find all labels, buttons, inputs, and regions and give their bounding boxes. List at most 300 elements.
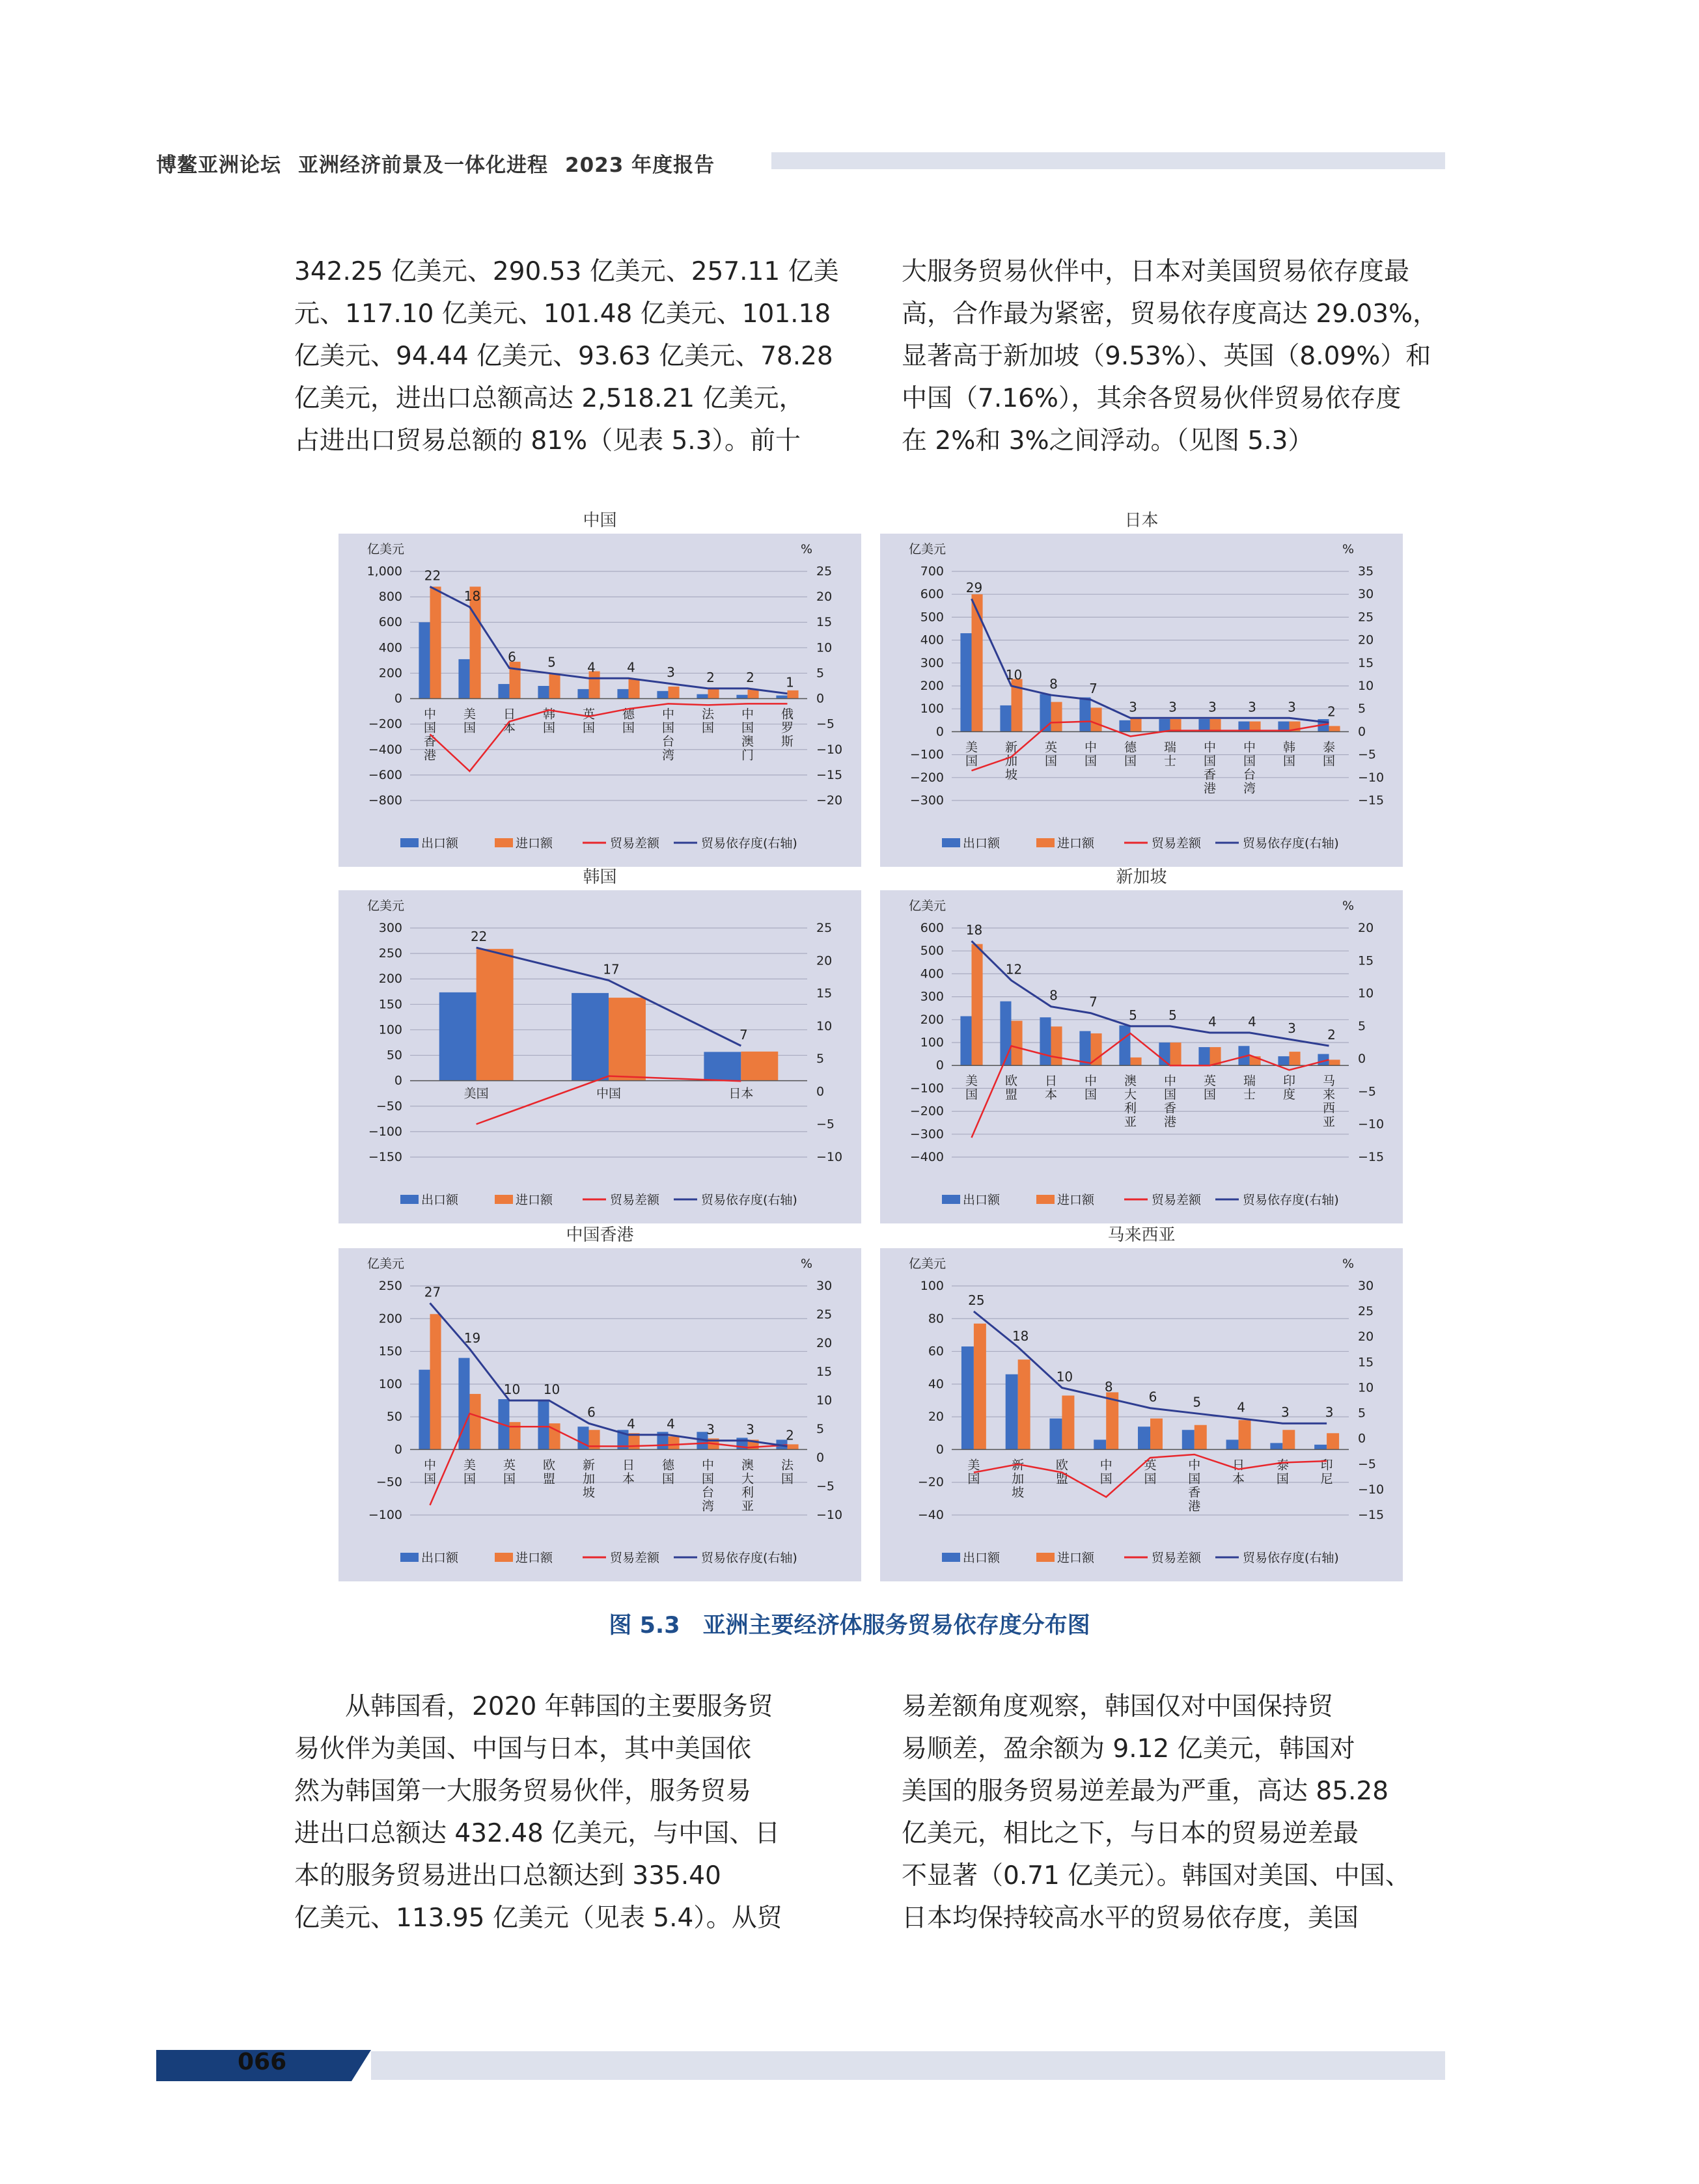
x-tick-label: 印度 <box>1282 1074 1296 1102</box>
export-bar <box>1040 694 1051 731</box>
import-bar <box>470 1394 481 1449</box>
chart-panel <box>338 1248 861 1581</box>
x-tick-label: 英国 <box>1044 740 1058 769</box>
x-tick-label: 印尼 <box>1320 1458 1333 1486</box>
top-right-column <box>902 251 1450 462</box>
text-line: 中国（7.16%），其余各贸易伙伴贸易依存度 <box>902 384 1402 413</box>
y-tick-label: 0 <box>935 1058 944 1073</box>
export-bar <box>1000 705 1011 731</box>
y2-tick-label: 20 <box>1358 633 1374 648</box>
y2-tick-label: 0 <box>1358 1052 1366 1067</box>
import-bar <box>1290 1052 1301 1065</box>
y-tick-label: 300 <box>920 655 944 670</box>
x-tick-label: 泰国 <box>1322 740 1336 769</box>
x-tick-label: 中国台湾 <box>661 707 675 763</box>
y-tick-label: −200 <box>909 770 944 785</box>
y2-tick-label: −10 <box>816 1150 843 1164</box>
legend-label-import: 进口额 <box>516 836 553 851</box>
x-tick-label: 德国 <box>661 1458 675 1486</box>
chart-title: 新加坡 <box>1116 867 1167 887</box>
data-label: 4 <box>1237 1399 1245 1415</box>
x-tick-label: 中国香港 <box>1203 740 1217 796</box>
chart-title: 韩国 <box>583 867 617 887</box>
y2-tick-label: −10 <box>816 1508 843 1522</box>
text-line: 大服务贸易伙伴中，日本对美国贸易依存度最 <box>902 257 1410 286</box>
import-bar <box>788 1444 799 1449</box>
import-bar <box>1329 1059 1340 1065</box>
legend-swatch-import <box>495 1195 513 1204</box>
legend-swatch-export <box>400 1195 419 1204</box>
data-label: 3 <box>1325 1404 1334 1421</box>
export-bar <box>617 689 628 699</box>
data-label: 10 <box>543 1382 560 1397</box>
chart-singapore <box>880 864 1403 1223</box>
x-tick-label: 澳大利亚 <box>741 1458 754 1514</box>
y-tick-label: 50 <box>386 1410 402 1425</box>
x-tick-label: 美国 <box>965 740 978 769</box>
text-line: 亿美元，相比之下，与日本的贸易逆差最 <box>902 1819 1359 1848</box>
x-tick-label: 法国 <box>701 707 715 735</box>
x-tick-label: 中国香港 <box>1188 1458 1201 1514</box>
text-line: 本的服务贸易进出口总额达到 335.40 <box>294 1861 721 1891</box>
y-tick-label: 400 <box>920 633 944 648</box>
y2-tick-label: 5 <box>816 666 825 681</box>
y-tick-label: 100 <box>378 1022 402 1037</box>
data-label: 10 <box>1056 1369 1073 1385</box>
y-tick-label: 700 <box>920 564 944 579</box>
data-label: 6 <box>508 649 516 665</box>
data-label: 5 <box>1129 1007 1137 1023</box>
data-label: 17 <box>603 961 620 977</box>
legend-label-balance: 贸易差额 <box>610 836 660 851</box>
y2-tick-label: 0 <box>1358 1431 1366 1446</box>
dependency-line <box>430 586 788 693</box>
x-tick-label: 美国 <box>463 1086 489 1101</box>
y2-tick-label: 30 <box>1358 1279 1374 1293</box>
legend-swatch-export <box>942 838 960 847</box>
x-tick-label: 欧盟 <box>1055 1458 1068 1486</box>
y2-axis-label: % <box>1342 542 1355 556</box>
data-label: 4 <box>627 659 635 676</box>
y2-axis-label: % <box>1342 899 1355 913</box>
legend-swatch-export <box>400 838 419 847</box>
legend-label-balance: 贸易差额 <box>1152 1193 1202 1207</box>
y2-axis-label: % <box>1342 1257 1355 1271</box>
y-tick-label: −600 <box>368 767 402 782</box>
export-bar <box>1119 720 1130 732</box>
y-tick-label: −100 <box>909 1081 944 1096</box>
legend-label-import: 进口额 <box>516 1193 553 1207</box>
y-tick-label: 100 <box>920 1035 944 1050</box>
text-line: 易伙伴为美国、中国与日本，其中美国依 <box>294 1734 752 1764</box>
data-label: 5 <box>1193 1394 1202 1410</box>
import-bar <box>1091 1033 1102 1065</box>
y2-tick-label: 25 <box>1358 1304 1374 1319</box>
legend-swatch-import <box>495 838 513 847</box>
y2-tick-label: −5 <box>816 1117 835 1132</box>
import-bar <box>748 690 759 699</box>
data-label: 10 <box>503 1382 521 1397</box>
export-bar <box>577 689 588 699</box>
y2-tick-label: 35 <box>1358 564 1374 579</box>
bottom-left-column <box>294 1686 840 1939</box>
x-tick-label: 日本 <box>503 707 516 735</box>
import-bar <box>669 687 680 699</box>
balance-line <box>430 1413 788 1505</box>
chart-china <box>338 508 861 867</box>
y2-tick-label: 25 <box>816 921 833 935</box>
y-tick-label: 0 <box>935 724 944 739</box>
x-tick-label: 欧盟 <box>1004 1074 1018 1102</box>
export-bar <box>1159 1043 1170 1065</box>
y2-tick-label: 20 <box>816 1336 833 1350</box>
export-bar <box>1278 1056 1289 1065</box>
chart-hongkong <box>338 1222 861 1581</box>
y2-tick-label: 30 <box>816 1279 833 1293</box>
export-bar <box>704 1052 741 1080</box>
export-bar <box>498 684 509 698</box>
y-tick-label: 250 <box>378 1279 402 1293</box>
import-bar <box>477 949 514 1081</box>
chart-panel <box>880 1248 1403 1581</box>
y-tick-label: 800 <box>378 590 402 605</box>
import-bar <box>430 586 441 698</box>
header-year: 2023 年度报告 <box>565 154 715 177</box>
legend-swatch-export <box>942 1553 960 1562</box>
y2-tick-label: 0 <box>1358 724 1366 739</box>
export-bar <box>961 1346 974 1449</box>
data-label: 29 <box>965 580 983 596</box>
legend-label-dependency: 贸易依存度(右轴) <box>701 1193 797 1207</box>
chart-panel <box>338 890 861 1223</box>
header-report: 亚洲经济前景及一体化进程 <box>298 154 548 177</box>
legend-swatch-import <box>1036 1195 1055 1204</box>
y2-tick-label: −5 <box>816 1479 835 1494</box>
data-label: 8 <box>1049 676 1058 692</box>
text-line: 亿美元、94.44 亿美元、93.63 亿美元、78.28 <box>294 342 833 371</box>
import-bar <box>1195 1425 1207 1450</box>
chart-panel <box>880 890 1403 1223</box>
text-line: 美国的服务贸易逆差最为严重，高达 85.28 <box>902 1777 1389 1806</box>
y-tick-label: 200 <box>378 666 402 681</box>
x-tick-label: 澳大利亚 <box>1124 1074 1137 1130</box>
x-tick-label: 泰国 <box>1276 1458 1289 1486</box>
y2-tick-label: −15 <box>1358 1508 1385 1522</box>
import-bar <box>741 1052 778 1081</box>
legend-label-dependency: 贸易依存度(右轴) <box>1243 1551 1339 1565</box>
x-tick-label: 中国香港 <box>1163 1074 1177 1130</box>
data-label: 8 <box>1049 987 1058 1003</box>
data-label: 7 <box>1089 681 1098 697</box>
x-tick-label: 新加坡 <box>1004 740 1018 782</box>
data-label: 7 <box>739 1027 748 1043</box>
y-tick-label: −50 <box>376 1475 402 1490</box>
legend-swatch-import <box>495 1553 513 1562</box>
data-label: 2 <box>786 1427 794 1443</box>
import-bar <box>510 662 521 699</box>
chart-korea <box>338 864 861 1223</box>
export-bar <box>1094 1440 1106 1449</box>
x-tick-label: 欧盟 <box>542 1458 556 1486</box>
legend-label-balance: 贸易差额 <box>610 1551 660 1565</box>
legend-swatch-import <box>1036 1553 1055 1562</box>
header-org: 博鳌亚洲论坛 <box>156 154 281 177</box>
x-tick-label: 中国香港 <box>423 707 437 763</box>
x-tick-label: 日本 <box>622 1458 635 1486</box>
y-axis-label: 亿美元 <box>909 542 946 556</box>
data-label: 6 <box>1148 1389 1157 1405</box>
export-bar <box>1198 1047 1209 1065</box>
export-bar <box>657 691 668 699</box>
x-tick-label: 瑞士 <box>1243 1074 1256 1102</box>
export-bar <box>1182 1430 1195 1449</box>
y-tick-label: 150 <box>378 997 402 1012</box>
y2-tick-label: 10 <box>816 1393 833 1408</box>
x-tick-label: 英国 <box>503 1458 516 1486</box>
x-tick-label: 中国台湾 <box>1243 740 1256 796</box>
y2-tick-label: 15 <box>816 615 833 630</box>
y-tick-label: 0 <box>394 1442 402 1457</box>
export-bar <box>439 992 477 1081</box>
y2-tick-label: 0 <box>816 691 825 706</box>
legend-label-dependency: 贸易依存度(右轴) <box>701 836 797 851</box>
import-bar <box>1051 702 1062 732</box>
x-tick-label: 新加坡 <box>582 1458 596 1500</box>
y-tick-label: −50 <box>376 1099 402 1113</box>
legend-swatch-export <box>400 1553 419 1562</box>
y2-axis-label: % <box>801 1257 813 1271</box>
y2-tick-label: 25 <box>816 1307 833 1322</box>
chart-panel <box>880 534 1403 867</box>
x-tick-label: 马来西亚 <box>1322 1074 1336 1130</box>
export-bar <box>1049 1419 1062 1450</box>
text-line: 进出口总额达 432.48 亿美元，与中国、日 <box>294 1819 780 1848</box>
legend-label-dependency: 贸易依存度(右轴) <box>701 1551 797 1565</box>
y2-tick-label: 5 <box>1358 1018 1366 1033</box>
data-label: 1 <box>786 674 794 690</box>
legend-label-export: 出口额 <box>963 1551 1001 1565</box>
text-line: 易顺差，盈余额为 9.12 亿美元，韩国对 <box>902 1734 1355 1764</box>
y-axis-label: 亿美元 <box>367 1257 405 1271</box>
legend-label-export: 出口额 <box>963 1193 1001 1207</box>
import-bar <box>972 944 983 1066</box>
y2-tick-label: 25 <box>1358 610 1374 625</box>
export-bar <box>1079 698 1090 732</box>
import-bar <box>1051 1026 1062 1065</box>
data-label: 3 <box>667 664 675 681</box>
y2-axis-label: % <box>801 542 813 556</box>
x-tick-label: 瑞士 <box>1163 740 1177 769</box>
page-number: 066 <box>238 2049 287 2075</box>
export-bar <box>538 686 549 699</box>
legend-label-import: 进口额 <box>1057 1193 1095 1207</box>
export-bar <box>1314 1445 1327 1450</box>
export-bar <box>458 659 469 699</box>
chart-svg <box>880 534 1403 867</box>
legend-label-export: 出口额 <box>421 836 459 851</box>
y-tick-label: 40 <box>928 1376 944 1391</box>
y2-tick-label: 5 <box>816 1052 825 1067</box>
import-bar <box>1091 707 1102 731</box>
chart-title: 中国 <box>583 511 617 530</box>
data-label: 6 <box>587 1404 596 1421</box>
y-tick-label: −400 <box>909 1150 944 1164</box>
data-label: 8 <box>1104 1379 1113 1395</box>
y2-tick-label: −5 <box>1358 1084 1377 1099</box>
y-tick-label: 150 <box>378 1344 402 1359</box>
data-label: 27 <box>424 1284 441 1300</box>
y-axis-label: 亿美元 <box>367 542 405 556</box>
legend-label-export: 出口额 <box>421 1193 459 1207</box>
legend-swatch-export <box>942 1195 960 1204</box>
export-bar <box>1138 1426 1150 1449</box>
import-bar <box>1131 718 1142 731</box>
import-bar <box>1062 1395 1074 1449</box>
y-tick-label: 80 <box>928 1311 944 1326</box>
bottom-right-column <box>902 1686 1450 1939</box>
y-tick-label: 600 <box>920 921 944 935</box>
y2-tick-label: 10 <box>816 640 833 655</box>
x-tick-label: 日本 <box>728 1086 754 1101</box>
balance-line <box>972 1033 1329 1138</box>
y-tick-label: −200 <box>368 717 402 731</box>
data-label: 3 <box>1168 699 1177 715</box>
data-label: 3 <box>1208 699 1217 715</box>
legend-label-dependency: 贸易依存度(右轴) <box>1243 1193 1339 1207</box>
y-tick-label: 600 <box>378 615 402 630</box>
data-label: 2 <box>1327 703 1336 720</box>
y-axis-label: 亿美元 <box>367 899 405 913</box>
legend-label-balance: 贸易差额 <box>1152 836 1202 851</box>
data-label: 4 <box>1248 1013 1256 1030</box>
data-label: 18 <box>965 922 983 938</box>
y-tick-label: −300 <box>909 1126 944 1141</box>
y2-tick-label: 15 <box>1358 953 1374 968</box>
y2-tick-label: 0 <box>816 1084 825 1099</box>
y2-tick-label: 15 <box>1358 655 1374 670</box>
import-bar <box>1327 1433 1339 1449</box>
import-bar <box>1329 726 1340 732</box>
y2-tick-label: 10 <box>1358 1380 1374 1395</box>
text-line: 日本均保持较高水平的贸易依存度，美国 <box>902 1904 1359 1933</box>
x-tick-label: 中国 <box>1084 740 1098 769</box>
dependency-line <box>430 1303 788 1446</box>
import-bar <box>430 1314 441 1449</box>
y-tick-label: −150 <box>368 1150 402 1164</box>
y-tick-label: 600 <box>920 587 944 602</box>
data-label: 5 <box>547 654 556 670</box>
legend-label-export: 出口额 <box>963 836 1001 851</box>
import-bar <box>629 679 640 698</box>
y-tick-label: −100 <box>368 1124 402 1139</box>
data-label: 18 <box>463 588 481 604</box>
y2-tick-label: −10 <box>1358 770 1385 785</box>
y2-tick-label: 5 <box>1358 1406 1366 1421</box>
text-line: 然为韩国第一大服务贸易伙伴，服务贸易 <box>294 1777 752 1806</box>
import-bar <box>549 674 560 698</box>
import-bar <box>788 690 799 699</box>
export-bar <box>1000 1002 1011 1066</box>
import-bar <box>708 689 719 699</box>
export-bar <box>960 633 971 731</box>
y2-tick-label: −10 <box>1358 1117 1385 1132</box>
y2-tick-label: −10 <box>1358 1482 1385 1497</box>
y2-tick-label: 0 <box>816 1451 825 1465</box>
y-tick-label: −300 <box>909 793 944 808</box>
chart-svg <box>338 890 861 1223</box>
y2-tick-label: −15 <box>1358 1150 1385 1164</box>
import-bar <box>972 594 983 731</box>
text-line: 占进出口贸易总额的 81%（见表 5.3）。前十 <box>294 426 801 456</box>
y-tick-label: −400 <box>368 742 402 757</box>
y-tick-label: −200 <box>909 1104 944 1119</box>
chart-svg <box>338 1248 861 1581</box>
export-bar <box>1226 1440 1239 1449</box>
chart-malaysia <box>880 1222 1403 1581</box>
data-label: 4 <box>627 1415 635 1432</box>
x-tick-label: 中国台湾 <box>701 1458 715 1514</box>
y-tick-label: −800 <box>368 793 402 808</box>
y-tick-label: 200 <box>378 1311 402 1326</box>
x-tick-label: 英国 <box>582 707 596 735</box>
x-tick-label: 中国 <box>1099 1458 1112 1486</box>
y2-tick-label: −15 <box>816 767 843 782</box>
legend-label-balance: 贸易差额 <box>1152 1551 1202 1565</box>
x-tick-label: 美国 <box>967 1458 980 1486</box>
x-tick-label: 英国 <box>1144 1458 1157 1486</box>
export-bar <box>538 1400 549 1449</box>
text-line: 易差额角度观察，韩国仅对中国保持贸 <box>902 1692 1334 1721</box>
y-axis-label: 亿美元 <box>909 1257 946 1271</box>
export-bar <box>736 695 747 699</box>
text-line: 342.25 亿美元、290.53 亿美元、257.11 亿美 <box>294 257 839 286</box>
export-bar <box>1079 1031 1090 1065</box>
y-tick-label: 0 <box>935 1442 944 1457</box>
chart-svg <box>880 1248 1403 1581</box>
export-bar <box>1159 719 1170 731</box>
y-tick-label: 200 <box>378 972 402 987</box>
y2-tick-label: 15 <box>816 1365 833 1379</box>
text-line: 在 2%和 3%之间浮动。（见图 5.3） <box>902 426 1314 456</box>
footer-decoration-bar <box>371 2051 1445 2080</box>
x-tick-label: 韩国 <box>1282 740 1296 769</box>
export-bar <box>697 694 708 699</box>
data-label: 4 <box>1208 1013 1217 1030</box>
y-tick-label: 400 <box>920 966 944 981</box>
legend-label-dependency: 贸易依存度(右轴) <box>1243 836 1339 851</box>
x-tick-label: 中国澳门 <box>741 707 754 763</box>
balance-line <box>430 703 788 771</box>
x-tick-label: 美国 <box>965 1074 978 1102</box>
header-decoration-bar <box>771 152 1445 169</box>
y-tick-label: 300 <box>920 989 944 1004</box>
legend-label-import: 进口额 <box>1057 1551 1095 1565</box>
y2-tick-label: −15 <box>1358 793 1385 808</box>
data-label: 2 <box>706 669 715 685</box>
chart-svg <box>880 890 1403 1223</box>
data-label: 5 <box>1168 1007 1177 1023</box>
x-tick-label: 日本 <box>1232 1458 1245 1486</box>
y2-tick-label: 15 <box>816 986 833 1001</box>
y2-tick-label: 30 <box>1358 587 1374 602</box>
text-line: 不显著（0.71 亿美元）。韩国对美国、中国、 <box>902 1861 1411 1891</box>
dependency-line <box>972 941 1329 1046</box>
data-label: 10 <box>1005 667 1023 683</box>
y-axis-label: 亿美元 <box>909 899 946 913</box>
chart-svg <box>338 534 861 867</box>
y-tick-label: −20 <box>917 1475 944 1490</box>
import-bar <box>609 998 646 1081</box>
